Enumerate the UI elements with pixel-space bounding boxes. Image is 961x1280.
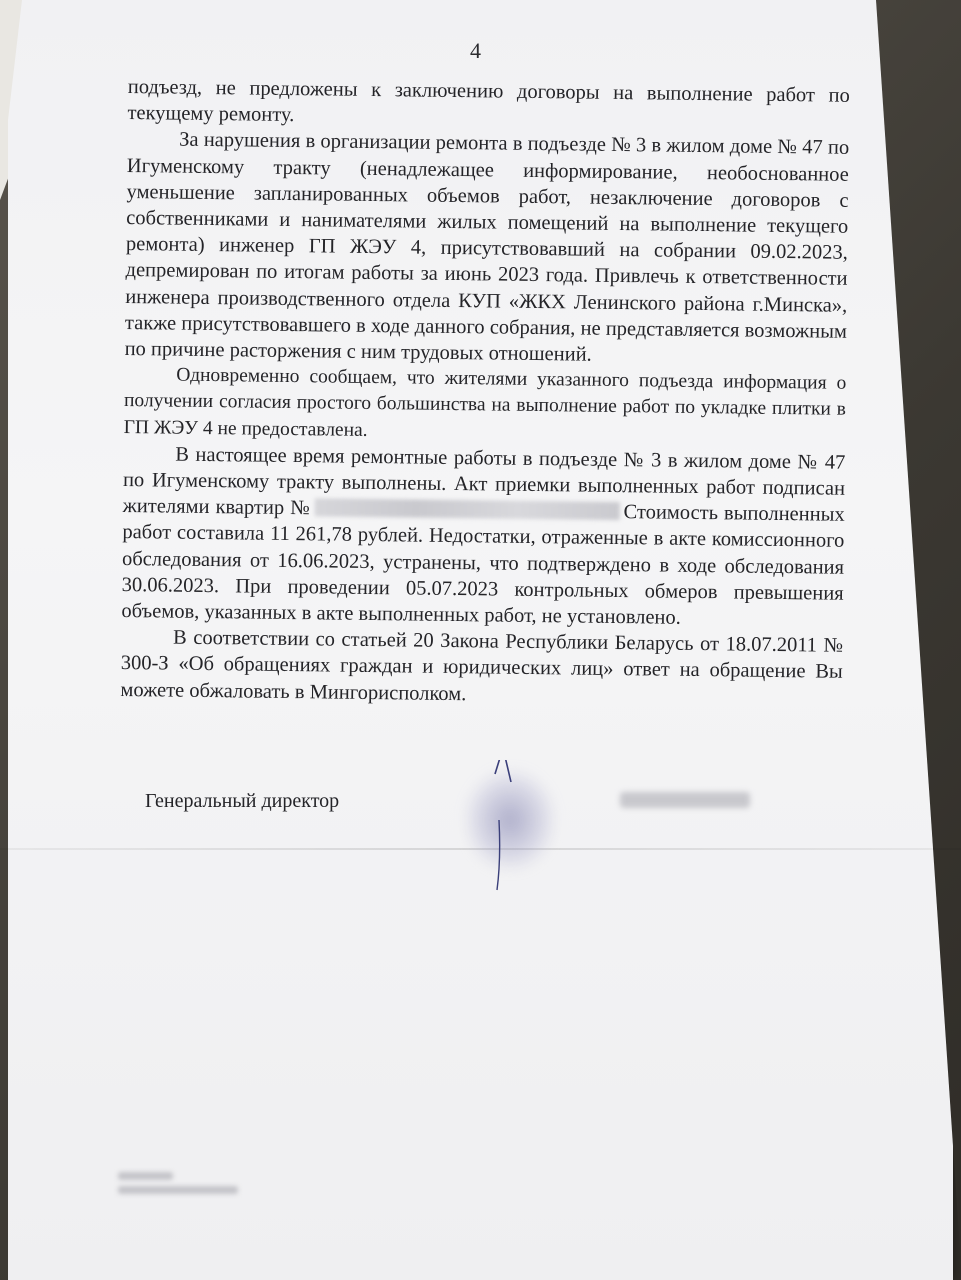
redacted-apartment-numbers [314,499,619,521]
works-completed-text-after: Стоимость выполненных работ составила 11 261,78 рублей. Недостатки, отраженные в акте комиссионного обследования от 16.06.2023, устранены, что подтверждено в ходе обследования 30.06.2023. При проведении 05.07.2023 контрольных обмеров превышения объемов, указанных в акте выполненных работ, не установлено. [121,501,845,629]
paragraph-appeal-rights: В соответствии со статьей 20 Закона Республики Беларусь от 18.07.2011 № 300-З «Об обращениях граждан и юридических лиц» ответ на обращение Вы можете обжаловать в Мингорисполком. [120,626,844,705]
paragraph-violations: За нарушения в организации ремонта в подъезде № 3 в жилом доме № 47 по Игуменскому тракту (ненадлежащее информирование, необоснованное уменьшение запланированных объемов работ, незаключение договоров с собственниками и нанимателями жилых помещений на выполнение текущего ремонта) инженер ГП ЖЭУ 4, присутствовавший на собрании 09.02.2023, депремирован по итогам работы за июнь 2023 года. Привлечь к ответственности инженера производственного отдела КУП «ЖКХ Ленинского района г.Минска», также присутствовавшего в ходе данного собрания, не представляется возможным по причине расторжения с ним трудовых отношений. [124,129,850,366]
page-number: 4 [470,38,481,63]
paragraph-continuation: подъезд, не предложены к заключению договоры на выполнение работ по текущему ремонту. [127,75,850,127]
letter-body [120,74,850,712]
handwritten-signature [445,760,565,930]
works-completed-text-before: В настоящее время ремонтные работы в подъезде № 3 в жилом доме № 47 по Игуменскому тракту выполнены. Акт приемки выполненных работ подписан жителями квартир № [122,443,846,520]
signature-block [145,790,825,813]
director-title: Генеральный директор [145,790,340,812]
paragraph-works-completed [121,441,845,633]
paragraph-consent-info: Одновременно сообщаем, что жителями указанного подъезда информация о получении согласия простого большинства на выполнение работ по укладке плитки в ГП ЖЭУ 4 не предоставлена. [123,364,847,441]
redacted-executor-info [118,1172,238,1202]
redacted-director-name [620,792,750,808]
